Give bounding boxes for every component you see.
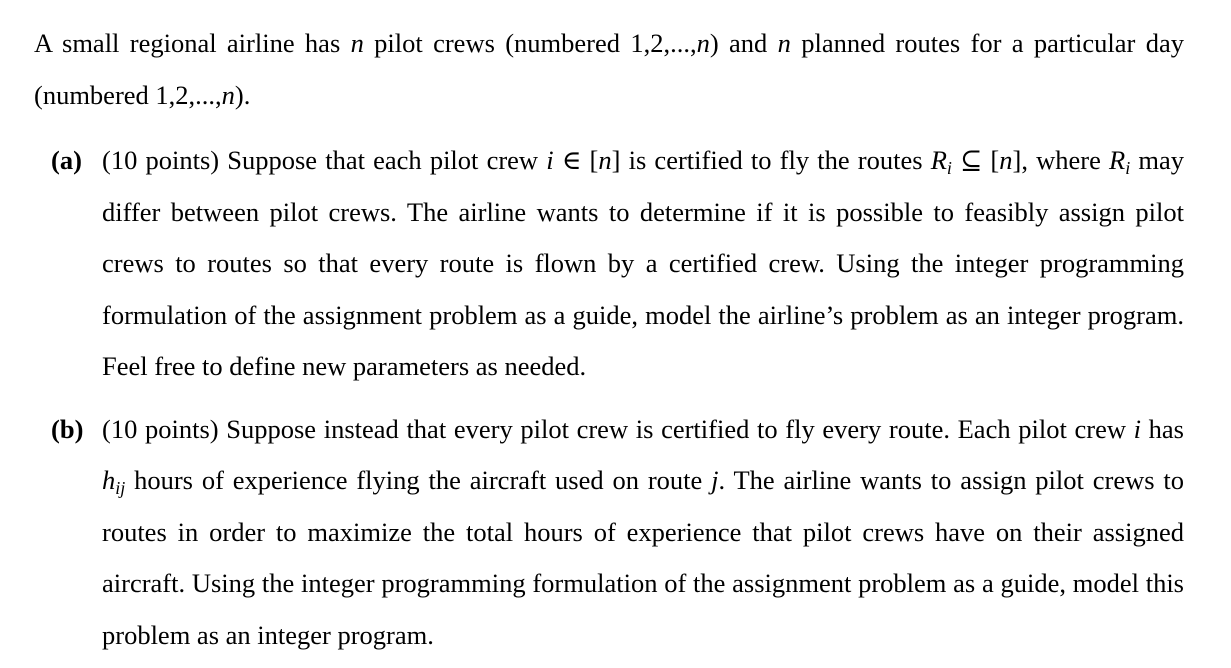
math-n: n — [777, 28, 791, 58]
part-a-text-6: may differ between pilot crews. The airline wants to determine if it is possible to feasibly assign pilot crews to routes so that every route is flown by a certified crew. Using the integer programming formulation of the assignment problem as a guide, model the airline’s problem as an integer program. Feel free to define new parameters as needed. — [102, 145, 1185, 381]
part-a-text-5: ], where — [1012, 145, 1110, 175]
intro-text-6: , — [215, 79, 222, 110]
math-j: j — [711, 465, 719, 495]
part-b-text-1: (10 points) Suppose instead that every pilot crew is certified to fly every route. Each pilot crew — [102, 413, 1134, 444]
math-dots: ... — [670, 28, 690, 58]
math-R: R — [930, 145, 947, 175]
part-a-text-4: ⊆ [ — [951, 145, 1000, 175]
math-subscript-ij: ij — [115, 478, 126, 498]
intro-text-1: A small regional airline has — [34, 28, 351, 58]
math-n: n — [696, 28, 710, 58]
math-h: h — [102, 465, 116, 495]
problem-statement — [34, 18, 1184, 661]
part-b-label: (b) — [51, 413, 84, 444]
math-n: n — [350, 28, 364, 58]
math-n: n — [999, 145, 1013, 175]
part-a-text-1: (10 points) Suppose that each pilot crew — [102, 145, 547, 175]
intro-paragraph — [34, 18, 1184, 121]
intro-text-2: pilot crews (numbered 1,2, — [363, 28, 671, 58]
math-n: n — [598, 145, 612, 175]
part-b-text-3: hours of experience flying the aircraft used on route — [125, 465, 712, 495]
math-n: n — [221, 79, 235, 110]
math-dots: ... — [195, 79, 216, 110]
math-subscript-i: i — [1125, 158, 1131, 178]
intro-text-4: ) and — [709, 28, 778, 58]
part-b-text-4: . The airline wants to assign pilot crews to routes in order to maximize the total hours of experience that pilot crews have on their assigned aircraft. Using the integer programming formulation of the assignment problem as a guide, model this problem as an integer program. — [102, 465, 1184, 650]
math-i: i — [546, 145, 554, 175]
intro-text-5: planned routes for a particular day (numbered 1,2, — [34, 28, 1184, 110]
question-part-b — [34, 404, 1184, 662]
part-a-text-3: ] is certified to fly the routes — [611, 145, 931, 175]
part-a-text-2: ∈ [ — [553, 145, 599, 175]
question-list — [34, 135, 1184, 661]
math-subscript-i: i — [946, 158, 952, 178]
math-R: R — [1109, 145, 1126, 175]
part-b-text-2: has — [1141, 413, 1184, 444]
part-a-label: (a) — [51, 145, 82, 175]
intro-text-7: ). — [234, 79, 251, 110]
math-i: i — [1133, 413, 1142, 444]
intro-text-3: , — [689, 28, 697, 58]
question-part-a — [34, 135, 1184, 393]
